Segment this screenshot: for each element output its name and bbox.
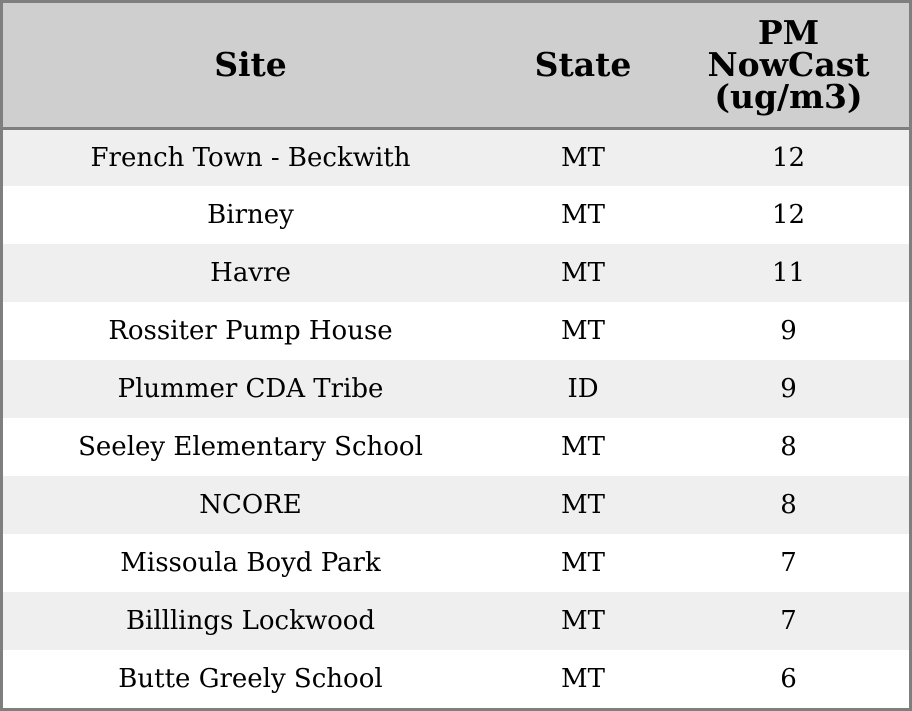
table-body [3,128,909,708]
cell-site: Butte Greely School [118,664,383,694]
cell-pm-nowcast: 9 [780,374,797,404]
column-header-pm-line-1: PM [757,12,820,52]
table-row [3,244,909,302]
cell-pm-nowcast: 8 [780,490,797,520]
cell-state: MT [561,316,605,346]
cell-state: MT [561,490,605,520]
cell-state: MT [561,664,605,694]
table-row [3,476,909,534]
cell-site: NCORE [199,490,302,520]
column-header-pm-nowcast [668,3,909,128]
column-header-state [498,3,668,128]
table-row [3,360,909,418]
cell-site: Rossiter Pump House [108,316,393,346]
cell-state: MT [561,606,605,636]
cell-site: French Town - Beckwith [90,142,411,173]
cell-state: MT [561,258,605,288]
cell-state: MT [561,142,605,173]
table-row [3,650,909,708]
cell-site: Birney [207,200,294,230]
column-header-site-line: Site [214,44,287,84]
cell-pm-nowcast: 8 [780,432,797,462]
cell-site: Havre [210,258,291,288]
cell-state: MT [561,200,605,230]
cell-state: MT [561,548,605,578]
cell-pm-nowcast: 7 [780,606,797,636]
pm-nowcast-table [3,3,909,708]
cell-site: Seeley Elementary School [78,432,423,462]
cell-site: Plummer CDA Tribe [117,374,384,404]
table-row [3,128,909,186]
column-header-state-line: State [534,44,632,84]
cell-pm-nowcast: 6 [780,664,797,694]
header-row [3,3,909,128]
cell-pm-nowcast: 12 [771,200,806,230]
table-header [3,3,909,128]
table-row [3,592,909,650]
cell-site: Billlings Lockwood [125,606,376,636]
column-header-site [3,3,498,128]
cell-pm-nowcast: 12 [771,142,806,173]
column-header-pm-line-2: NowCast [707,44,870,84]
cell-state: ID [567,374,599,404]
cell-pm-nowcast: 11 [771,258,806,288]
cell-pm-nowcast: 7 [780,548,797,578]
cell-pm-nowcast: 9 [780,316,797,346]
cell-site: Missoula Boyd Park [120,548,381,578]
cell-state: MT [561,432,605,462]
table-row [3,534,909,592]
table-row [3,418,909,476]
table-row [3,186,909,244]
table-row [3,302,909,360]
column-header-pm-line-3: (ug/m3) [714,76,863,116]
